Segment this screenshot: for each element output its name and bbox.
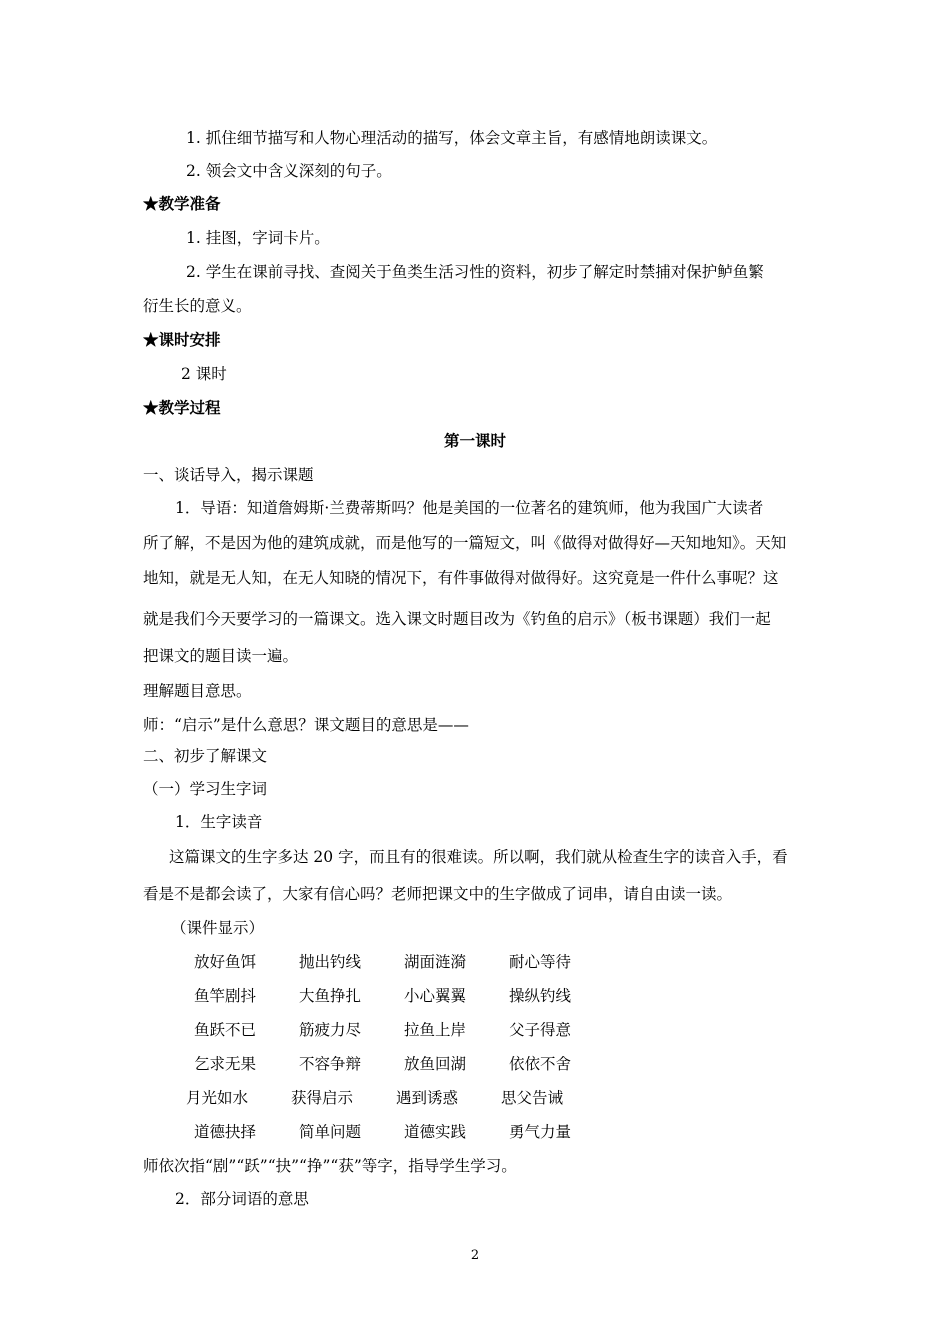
prep-item-2-cont: 衍生长的意义。 [143, 297, 252, 315]
vocab-word: 筋疲力尽 [299, 1021, 362, 1039]
vocab-word: 依依不舍 [509, 1055, 572, 1073]
vocab-word: 获得启示 [291, 1089, 354, 1107]
teacher-guide: 师依次指“剧”“跃”“抉”“挣”“获”等字，指导学生学习。 [143, 1157, 517, 1175]
schedule-text: 2 课时 [181, 365, 227, 383]
part2-sub1: （一）学习生字词 [143, 780, 268, 798]
teacher-question: 师：“启示”是什么意思？课文题目的意思是—— [143, 716, 469, 734]
prep-item-1: 1. 挂图，字词卡片。 [186, 229, 330, 247]
section-heading-process: ★教学过程 [143, 398, 221, 417]
lesson-title: 第一课时 [443, 431, 506, 450]
part1-para-line-5: 把课文的题目读一遍。 [143, 647, 299, 665]
vocab-word: 勇气力量 [509, 1123, 572, 1141]
vocab-word: 道德实践 [404, 1123, 467, 1141]
vocab-word: 道德抉择 [194, 1123, 257, 1141]
vocab-word: 放鱼回湖 [404, 1055, 467, 1073]
part2-title: 二、初步了解课文 [143, 747, 268, 765]
part2-step2: 2．部分词语的意思 [175, 1190, 309, 1208]
vocab-word: 拉鱼上岸 [404, 1021, 467, 1039]
understand-title: 理解题目意思。 [143, 682, 252, 700]
prep-item-2: 2. 学生在课前寻找、查阅关于鱼类生活习性的资料，初步了解定时禁捕对保护鲈鱼繁 [186, 263, 764, 281]
part1-title: 一、谈话导入，揭示课题 [143, 466, 314, 484]
vocab-word: 大鱼挣扎 [299, 987, 362, 1005]
section-heading-prep: ★教学准备 [143, 194, 221, 213]
page-number: 2 [470, 1248, 480, 1263]
vocab-word: 抛出钓线 [299, 953, 362, 971]
part1-para-line-4: 就是我们今天要学习的一篇课文。选入课文时题目改为《钓鱼的启示》（板书课题）我们一起 [143, 610, 771, 628]
vocab-word: 鱼竿剧抖 [194, 987, 257, 1005]
objective-1: 1. 抓住细节描写和人物心理活动的描写，体会文章主旨，有感情地朗读课文。 [186, 129, 718, 147]
vocab-word: 父子得意 [509, 1021, 572, 1039]
vocab-word: 湖面涟漪 [404, 953, 467, 971]
part2-para-line-2: 看是不是都会读了，大家有信心吗？老师把课文中的生字做成了词串，请自由读一读。 [143, 885, 733, 903]
vocab-word: 耐心等待 [509, 953, 572, 971]
vocab-word: 月光如水 [186, 1089, 249, 1107]
section-heading-schedule: ★课时安排 [143, 330, 221, 349]
vocab-word: 思父告诫 [501, 1089, 564, 1107]
vocab-word: 放好鱼饵 [194, 953, 257, 971]
vocab-word: 乞求无果 [194, 1055, 257, 1073]
part1-para-line-2: 所了解，不是因为他的建筑成就，而是他写的一篇短文，叫《做得对做得好—天知地知》。天知 [143, 534, 787, 552]
vocab-word: 简单问题 [299, 1123, 362, 1141]
vocab-word: 鱼跃不已 [194, 1021, 257, 1039]
vocab-word: 操纵钓线 [509, 987, 572, 1005]
courseware-note: （课件显示） [171, 919, 265, 937]
vocab-word: 遇到诱惑 [396, 1089, 459, 1107]
vocab-word: 小心翼翼 [404, 987, 467, 1005]
part1-para-line-1: 1．导语：知道詹姆斯·兰费蒂斯吗？他是美国的一位著名的建筑师，他为我国广大读者 [175, 499, 764, 517]
part1-para-line-3: 地知，就是无人知，在无人知晓的情况下，有件事做得对做得好。这究竟是一件什么事呢？这 [143, 569, 779, 587]
part2-step1: 1．生字读音 [175, 813, 263, 831]
vocab-word: 不容争辩 [299, 1055, 362, 1073]
part2-para-line-1: 这篇课文的生字多达 20 字，而且有的很难读。所以啊，我们就从检查生字的读音入手，看 [169, 848, 788, 866]
objective-2: 2. 领会文中含义深刻的句子。 [186, 162, 392, 180]
